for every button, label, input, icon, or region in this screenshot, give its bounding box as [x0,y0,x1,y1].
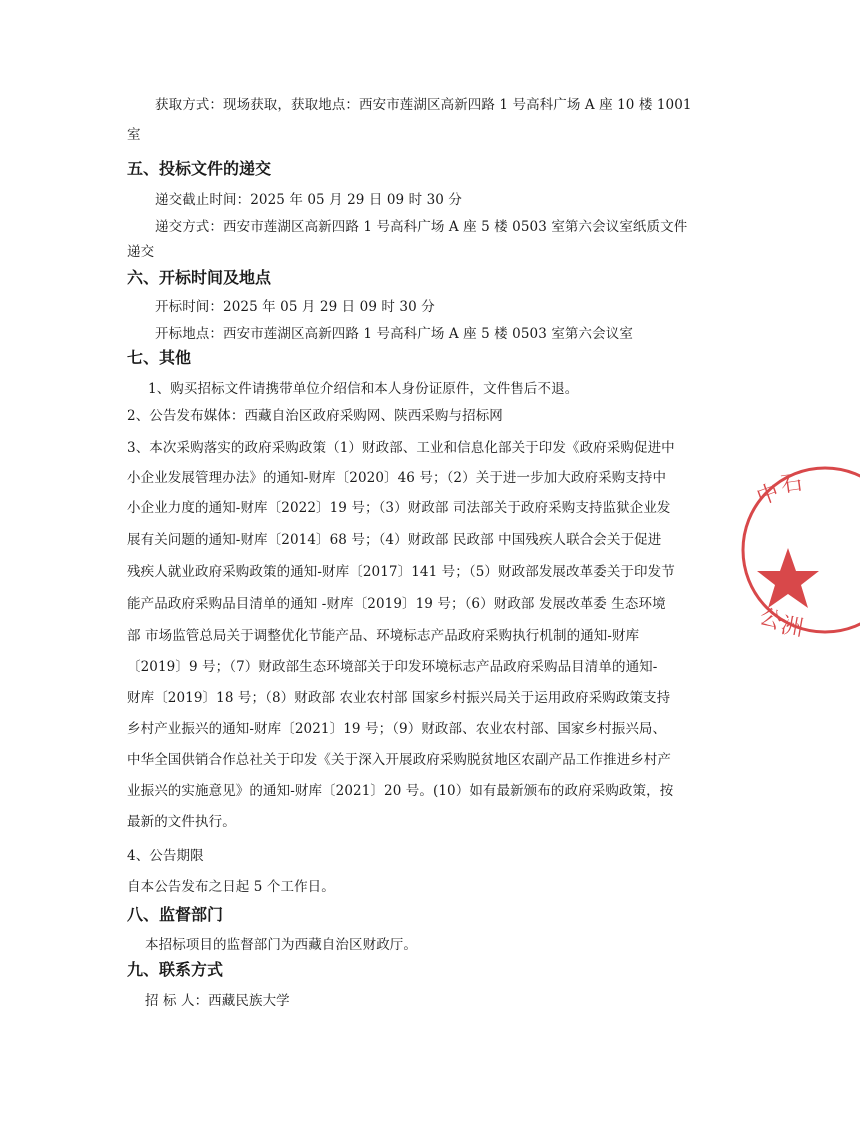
section6-heading: 六、开标时间及地点 [127,268,272,287]
submission-method: 递交方式：西安市莲湖区高新四路 1 号高科广场 A 座 5 楼 0503 室第六会议室纸质文件 [155,219,688,235]
acquire-method-line-cont: 室 [127,127,141,143]
supervision-text: 本招标项目的监督部门为西藏自治区财政厅。 [145,937,417,953]
policy-line: 财库〔2019〕18 号；（8）财政部 农业农村部 国家乡村振兴局关于运用政府采购政策支持 [127,690,671,706]
policy-line: 残疾人就业政府采购政策的通知-财库〔2017〕141 号；（5）财政部发展改革委关于印发节 [127,564,675,580]
policy-line: 乡村产业振兴的通知-财库〔2021〕19 号；（9）财政部、农业农村部、国家乡村振兴局、 [127,721,667,737]
acquire-method-line: 获取方式：现场获取，获取地点：西安市莲湖区高新四路 1 号高科广场 A 座 10 楼 1001 [155,97,692,113]
policy-line: 小企业发展管理办法》的通知-财库〔2020〕46 号；（2）关于进一步加大政府采购支持中 [127,470,667,486]
tenderer-line: 招 标 人：西藏民族大学 [145,993,290,1009]
policy-line: 最新的文件执行。 [127,814,236,830]
policy-line: 业振兴的实施意见》的通知-财库〔2021〕20 号。(10）如有最新颁布的政府采购政策，按 [127,783,674,799]
opening-place: 开标地点：西安市莲湖区高新四路 1 号高科广场 A 座 5 楼 0503 室第六会议室 [155,326,633,342]
other-item-1: 1、购买招标文件请携带单位介绍信和本人身份证原件，文件售后不退。 [148,381,579,397]
policy-line: 小企业力度的通知-财库〔2022〕19 号；（3）财政部 司法部关于政府采购支持监狱企业发 [127,500,671,516]
policy-line: 〔2019〕9 号；（7）财政部生态环境部关于印发环境标志产品政府采购品目清单的通知- [127,659,658,675]
seal-char-top: 中 [753,479,783,511]
policy-line: 能产品政府采购品目清单的通知 -财库〔2019〕19 号；（6）财政部 发展改革委 生态环境 [127,596,666,612]
official-seal [730,450,860,650]
section9-heading: 九、联系方式 [127,960,224,979]
policy-line: 3、本次采购落实的政府采购政策（1）财政部、工业和信息化部关于印发《政府采购促进中 [127,440,675,456]
notice-period: 自本公告发布之日起 5 个工作日。 [127,879,335,895]
other-item-2: 2、公告发布媒体：西藏自治区政府采购网、陕西采购与招标网 [127,408,503,424]
policy-line: 部 市场监管总局关于调整优化节能产品、环境标志产品政府采购执行机制的通知-财库 [127,628,640,644]
other-item-4: 4、公告期限 [127,848,204,864]
star-icon [757,548,819,608]
section5-heading: 五、投标文件的递交 [127,159,272,178]
opening-time: 开标时间：2025 年 05 月 29 日 09 时 30 分 [155,299,435,315]
policy-line: 中华全国供销合作总社关于印发《关于深入开展政府采购脱贫地区农副产品工作推进乡村产 [127,752,671,768]
section8-heading: 八、监督部门 [127,905,224,924]
section7-heading: 七、其他 [127,348,192,367]
submission-deadline: 递交截止时间：2025 年 05 月 29 日 09 时 30 分 [155,192,462,208]
policy-line: 展有关问题的通知-财库〔2014〕68 号；（4）财政部 民政部 中国残疾人联合会关于促进 [127,532,662,548]
seal-char-bottom: 公 [755,604,786,636]
seal-char-top: 石 [779,470,805,498]
seal-char-bottom: 洲 [778,613,805,642]
submission-method-cont: 递交 [127,244,155,260]
